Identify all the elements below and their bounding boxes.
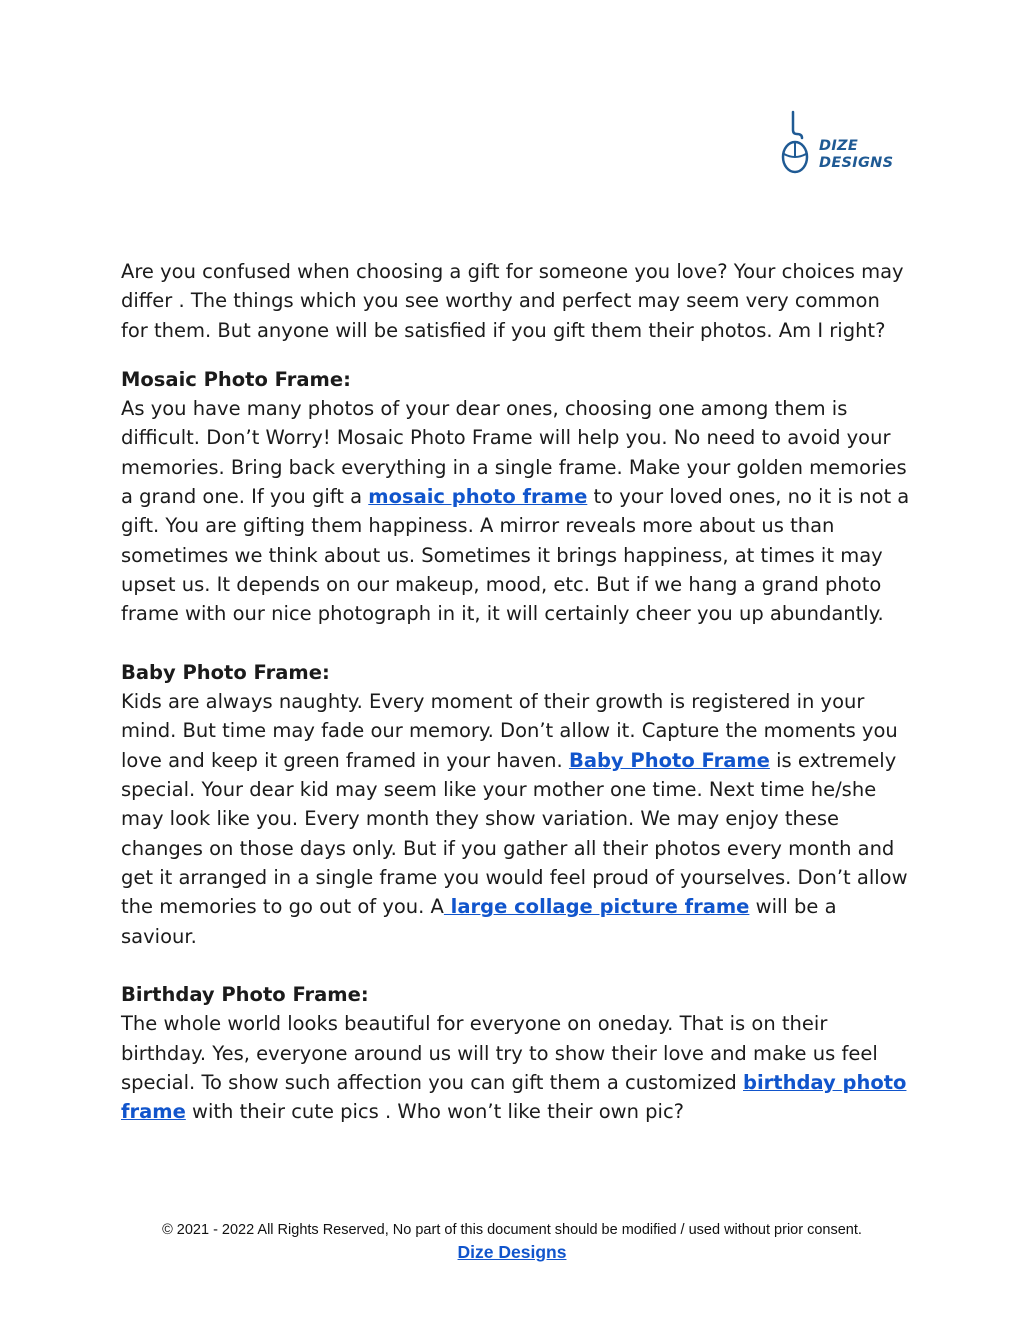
- birthday-photo-frame-link[interactable]: birthday photo frame: [121, 1071, 907, 1124]
- mosaic-heading: Mosaic Photo Frame:: [121, 367, 351, 391]
- baby-heading: Baby Photo Frame:: [121, 660, 330, 684]
- baby-text-middle: is extremely special. Your dear kid may seem like your mother one time. Next time he/she may look like you. Every month they show variation. We may enjoy these changes on those days only. But if you gather all their photos every month and get it arranged in a single frame you would feel proud of yourselves. Don’t allow the memories to go out of you. A: [121, 748, 908, 919]
- birthday-heading: Birthday Photo Frame:: [121, 983, 369, 1007]
- copyright-notice: © 2021 - 2022 All Rights Reserved, No part of this document should be modified / used without prior consent.: [162, 1222, 862, 1238]
- baby-photo-frame-link[interactable]: Baby Photo Frame: [568, 748, 770, 772]
- dize-designs-logo: [780, 110, 900, 180]
- document-body: [121, 257, 911, 1127]
- mosaic-text-after: to your loved ones, no it is not a gift. You are gifting them happiness. A mirror reveals more about us than sometimes we think about us. Sometimes it brings happiness, at times it may upset us. It depends on our makeup, mood, etc. But if we hang a grand photo frame with our nice photograph in it, it will certainly cheer you up abundantly.: [121, 485, 910, 626]
- logo-wordmark: [819, 138, 893, 172]
- large-collage-frame-link[interactable]: large collage picture frame: [443, 895, 750, 919]
- logo-line-2: DESIGNS: [819, 155, 894, 171]
- page-footer: [0, 1219, 1024, 1265]
- birthday-text-after: with their cute pics . Who won’t like their own pic?: [185, 1100, 685, 1124]
- mosaic-photo-frame-link[interactable]: mosaic photo frame: [368, 485, 588, 509]
- mouse-logo-icon: [780, 110, 820, 180]
- section-spacer: [121, 629, 911, 658]
- section-spacer: [121, 951, 911, 980]
- dize-designs-footer-link[interactable]: Dize Designs: [457, 1242, 567, 1262]
- mosaic-paragraph: [121, 394, 911, 628]
- baby-paragraph: [121, 687, 911, 951]
- birthday-paragraph: [121, 1009, 911, 1126]
- mosaic-text-before: As you have many photos of your dear ones, choosing one among them is difficult. Don’t Worry! Mosaic Photo Frame will help you. No need to avoid your memories. Bring back everything in a single frame. Make your golden memories a grand one. If you gift a: [121, 397, 907, 509]
- baby-text-before: Kids are always naughty. Every moment of their growth is registered in your mind. But time may fade our memory. Don’t allow it. Capture the moments you love and keep it green framed in your haven.: [121, 690, 898, 772]
- logo-line-1: DIZE: [819, 138, 859, 154]
- intro-paragraph: Are you confused when choosing a gift for someone you love? Your choices may differ . The things which you see worthy and perfect may seem very common for them. But anyone will be satisfied if you gift them their photos. Am I right?: [121, 260, 904, 342]
- birthday-text-before: The whole world looks beautiful for everyone on oneday. That is on their birthday. Yes, everyone around us will try to show their love and make us feel special. To show such affection you can gift them a customized: [121, 1012, 878, 1095]
- baby-text-after: will be a saviour.: [121, 895, 837, 948]
